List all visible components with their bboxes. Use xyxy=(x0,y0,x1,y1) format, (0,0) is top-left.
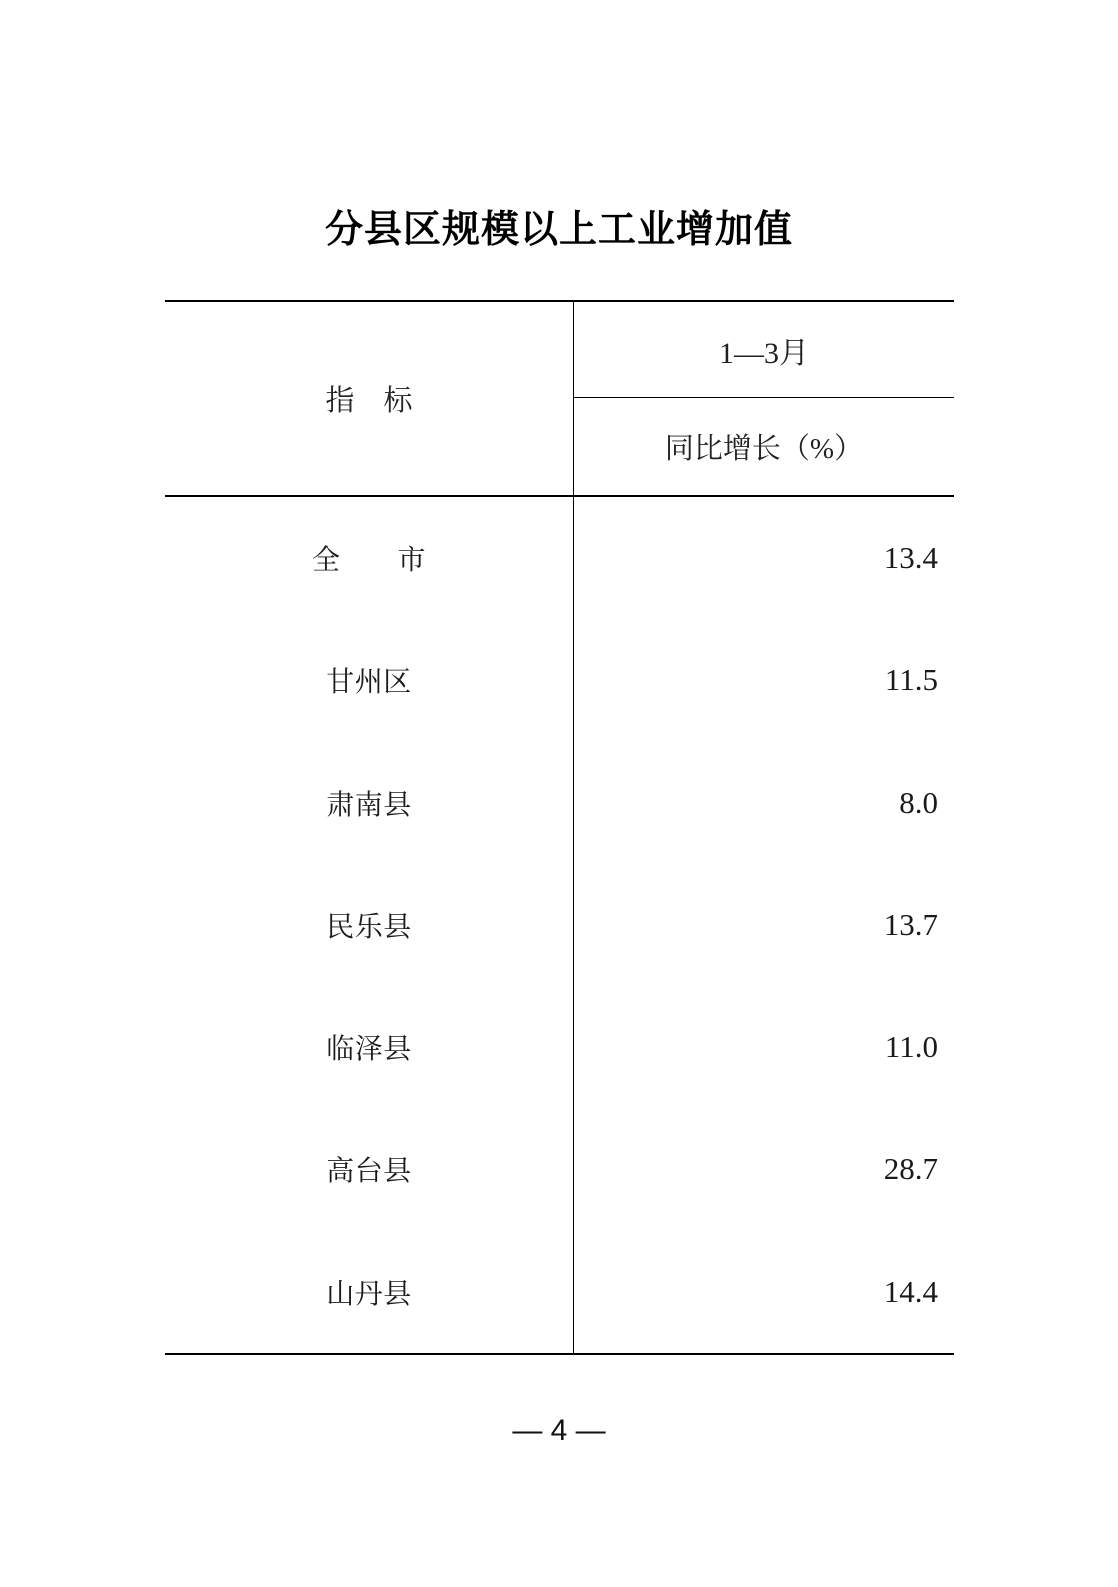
table-header-row xyxy=(165,302,954,497)
metric-header-cell: 同比增长（%） xyxy=(664,433,864,465)
row-label-cell: 山丹县 xyxy=(326,1278,412,1310)
row-label-cell: 全 市 xyxy=(311,545,426,577)
page-number: — 4 — xyxy=(512,1414,606,1447)
period-header-cell: 1—3月 xyxy=(574,302,954,398)
period-header-group xyxy=(573,302,954,495)
row-label-cell: 肃南县 xyxy=(326,789,412,821)
row-value-cell: 11.5 xyxy=(573,619,954,741)
row-value-cell: 14.4 xyxy=(573,1231,954,1353)
table-row xyxy=(165,1108,954,1230)
row-label-cell: 民乐县 xyxy=(326,911,412,943)
table-row xyxy=(165,619,954,741)
table-row xyxy=(165,1231,954,1353)
row-label-cell: 高台县 xyxy=(326,1156,412,1188)
row-value-cell: 8.0 xyxy=(573,742,954,864)
table-row xyxy=(165,864,954,986)
row-value-cell: 13.4 xyxy=(573,497,954,619)
row-value-cell: 13.7 xyxy=(573,864,954,986)
stats-table xyxy=(165,300,954,1355)
row-label-cell: 甘州区 xyxy=(326,667,412,699)
row-value-cell: 28.7 xyxy=(573,1108,954,1230)
page-title: 分县区规模以上工业增加值 xyxy=(324,209,793,251)
table-row xyxy=(165,986,954,1108)
row-value-cell: 11.0 xyxy=(573,986,954,1108)
table-row xyxy=(165,742,954,864)
table-body xyxy=(165,497,954,1353)
table-row xyxy=(165,497,954,619)
indicator-header-cell: 指 标 xyxy=(325,385,413,417)
row-label-cell: 临泽县 xyxy=(326,1034,412,1066)
